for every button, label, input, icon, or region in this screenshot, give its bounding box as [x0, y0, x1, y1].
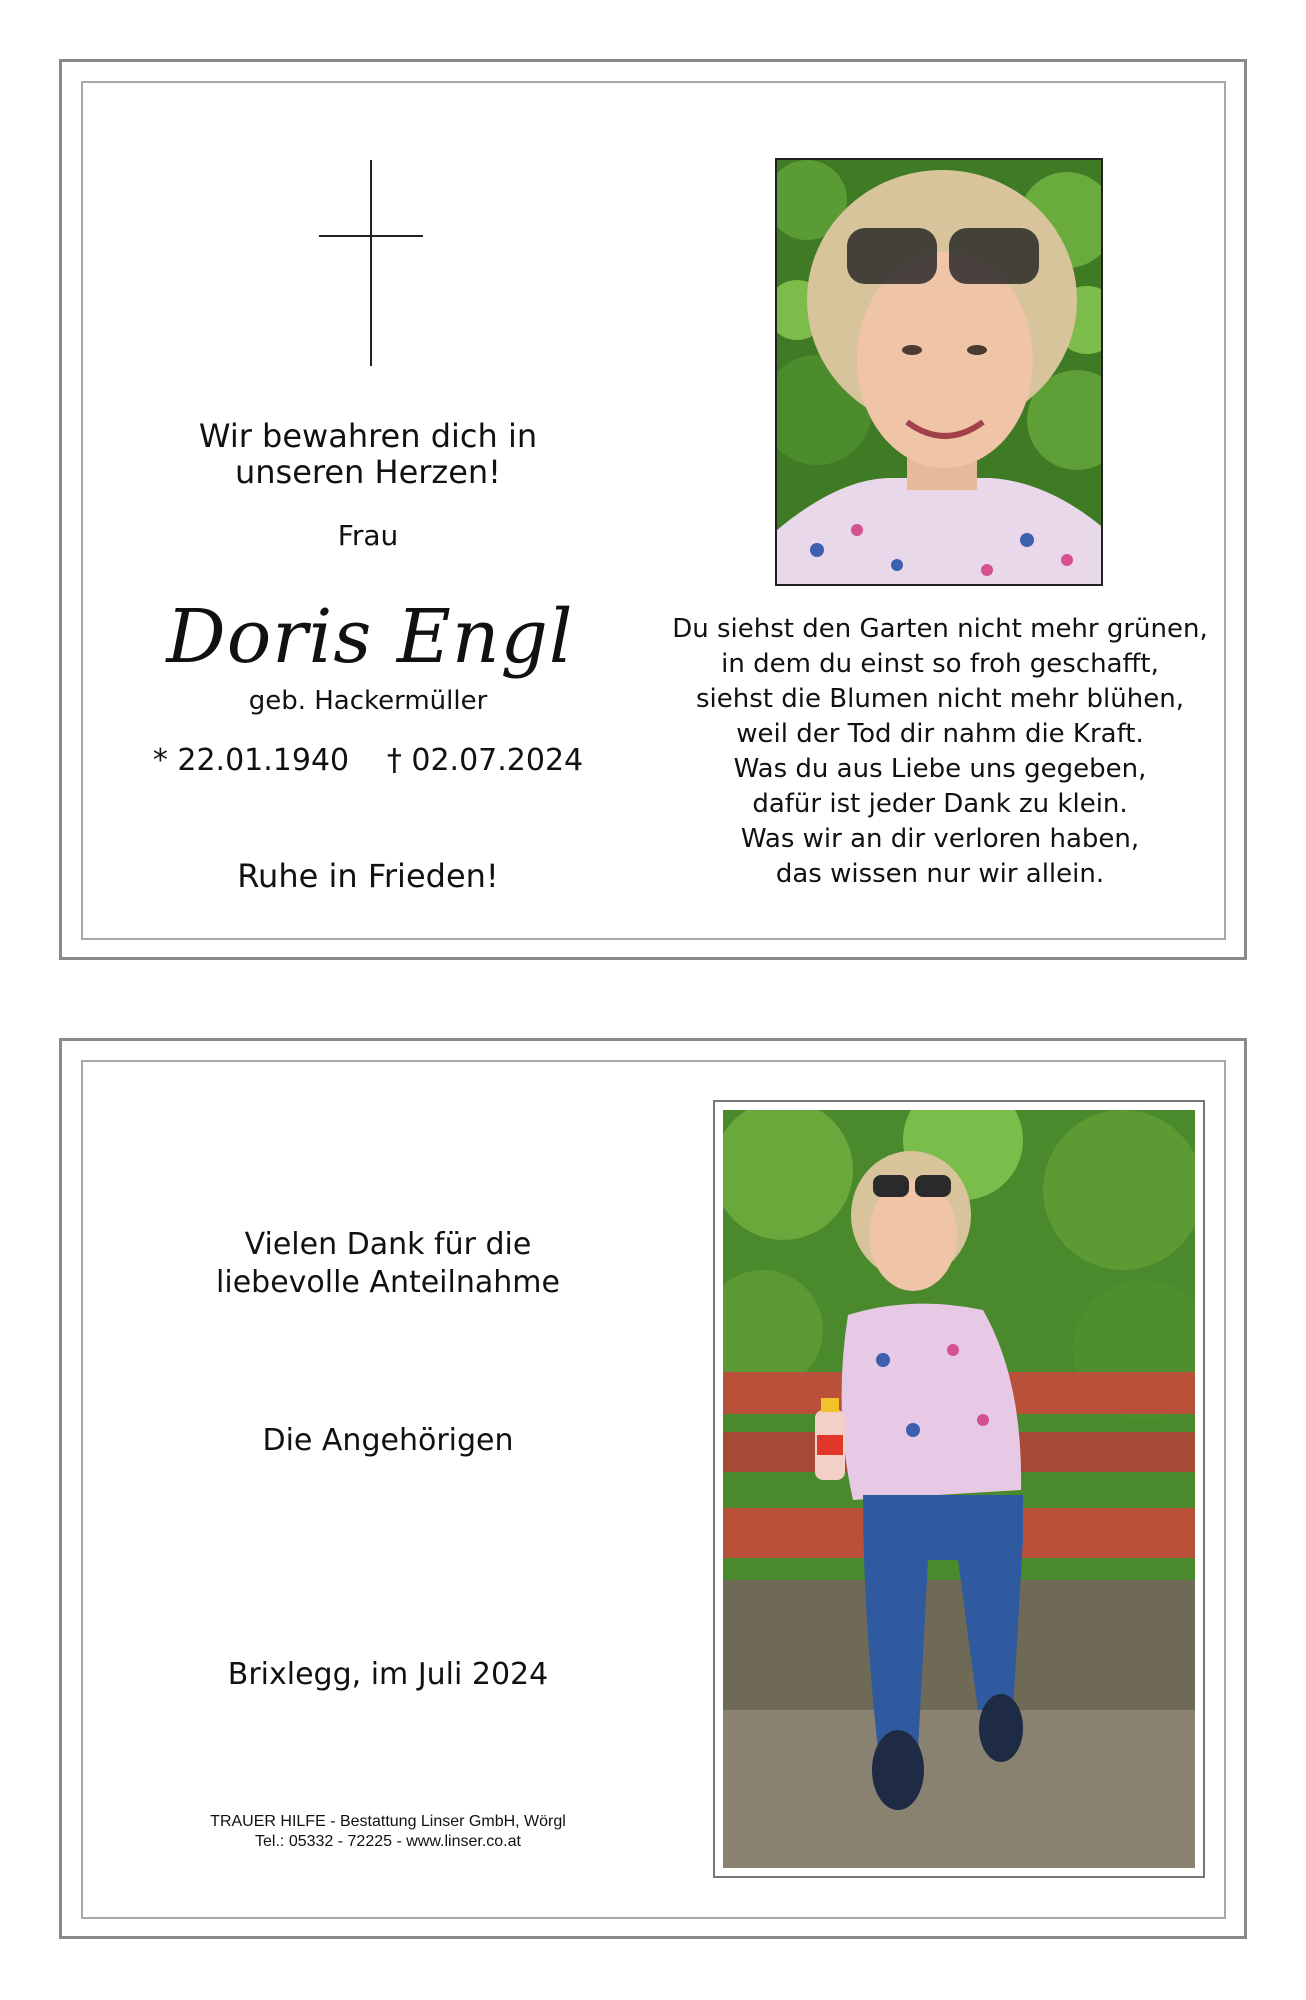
bench-photo	[723, 1110, 1195, 1868]
poem-line: Du siehst den Garten nicht mehr grünen,	[672, 614, 1208, 644]
cross-icon	[319, 160, 423, 366]
poem-line: siehst die Blumen nicht mehr blühen,	[696, 684, 1184, 714]
deceased-name: Doris Engl	[166, 594, 574, 680]
poem-line: Was wir an dir verloren haben,	[740, 824, 1140, 854]
family-signature: Die Angehörigen	[262, 1423, 514, 1458]
birth-date: * 22.01.1940	[152, 743, 350, 778]
poem-line: weil der Tod dir nahm die Kraft.	[736, 719, 1144, 749]
poem-line: in dem du einst so froh geschafft,	[721, 649, 1159, 679]
maiden-name: geb. Hackermüller	[248, 686, 488, 716]
thanks-line-2: liebevolle Anteilnahme	[216, 1265, 560, 1300]
greeting-line-1: Wir bewahren dich in	[198, 417, 538, 455]
poem	[650, 612, 1230, 892]
death-date: † 02.07.2024	[386, 743, 584, 778]
funeral-home-contact: Tel.: 05332 - 72225 - www.linser.co.at	[255, 1833, 521, 1850]
portrait-photo	[775, 158, 1103, 586]
salutation: Frau	[337, 519, 399, 552]
poem-line: Was du aus Liebe uns gegeben,	[733, 754, 1147, 784]
greeting-line-2: unseren Herzen!	[234, 453, 501, 491]
place-date: Brixlegg, im Juli 2024	[227, 1657, 549, 1692]
poem-line: das wissen nur wir allein.	[775, 859, 1105, 889]
thanks-line-1: Vielen Dank für die	[244, 1227, 532, 1262]
funeral-home: TRAUER HILFE - Bestattung Linser GmbH, Wörgl	[210, 1813, 566, 1830]
poem-line: dafür ist jeder Dank zu klein.	[752, 789, 1128, 819]
closing-phrase: Ruhe in Frieden!	[237, 857, 499, 895]
